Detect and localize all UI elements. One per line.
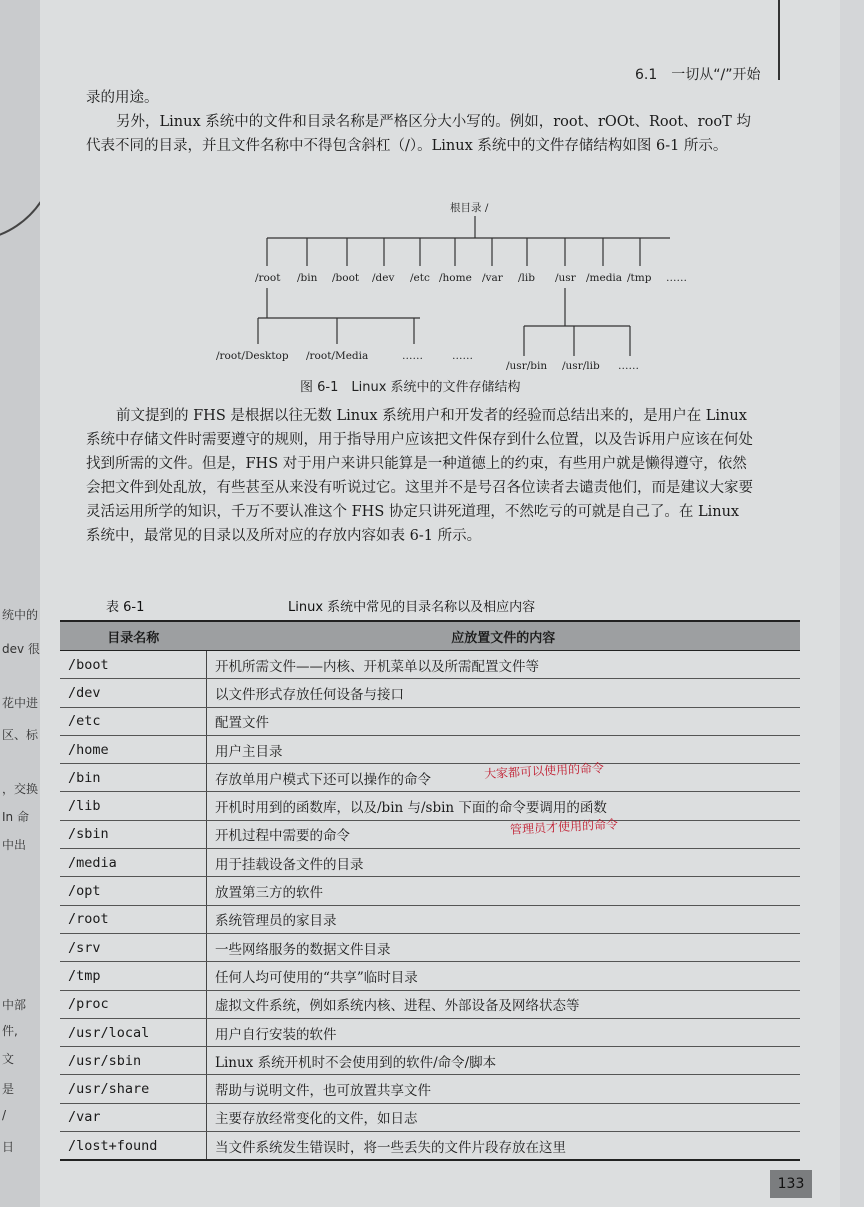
dir-content: 开机所需文件——内核、开机菜单以及所需配置文件等 <box>207 651 801 679</box>
dir-content: Linux 系统开机时不会使用到的软件/命令/脚本 <box>207 1047 801 1075</box>
diagram-node: /etc <box>410 272 430 284</box>
table-row <box>60 1132 800 1161</box>
diagram-node: /tmp <box>627 272 652 284</box>
table-row <box>60 1075 800 1103</box>
diagram-node: /usr/lib <box>562 360 600 372</box>
table-row <box>60 679 800 707</box>
table-row <box>60 877 800 905</box>
dir-name: /media <box>60 849 207 877</box>
left-fragment: dev 很 <box>2 642 40 656</box>
dir-content: 一些网络服务的数据文件目录 <box>207 933 801 961</box>
dir-content: 开机过程中需要的命令 <box>207 820 801 848</box>
diagram-node: /var <box>482 272 503 284</box>
table-row <box>60 735 800 763</box>
table-row <box>60 820 800 848</box>
dir-content: 系统管理员的家目录 <box>207 905 801 933</box>
book-page <box>40 0 840 1207</box>
table-row <box>60 933 800 961</box>
dir-name: /bin <box>60 764 207 792</box>
table-header-row <box>60 621 800 651</box>
paragraph-intro-tail: 录的用途。 <box>86 90 159 106</box>
table-row <box>60 905 800 933</box>
table-header-directory: 目录名称 <box>60 621 207 651</box>
diagram-node: /lib <box>518 272 535 284</box>
dir-content: 放置第三方的软件 <box>207 877 801 905</box>
page-number: 133 <box>770 1170 812 1198</box>
left-fragment: In 命 <box>2 810 29 824</box>
table-row <box>60 707 800 735</box>
table-row <box>60 764 800 792</box>
diagram-node: /usr/bin <box>506 360 548 372</box>
left-fragment: 文 <box>2 1052 15 1066</box>
diagram-root-label: 根目录 / <box>450 202 489 214</box>
table-row <box>60 651 800 679</box>
handwritten-note-sbin: 管理员才使用的命令 <box>509 817 619 837</box>
paragraph-case-sensitivity: 另外，Linux 系统中的文件和目录名称是严格区分大小写的。例如，root、rOOt、Root、rooT 均代表不同的目录，并且文件名称中不得包含斜杠（/）。Linux 系统中的文件存储结构如图 6-1 所示。 <box>86 114 751 154</box>
left-fragment: 中部 <box>2 998 27 1012</box>
left-fragment: 件, <box>2 1024 18 1038</box>
dir-name: /home <box>60 735 207 763</box>
file-structure-diagram <box>170 196 687 406</box>
dir-content: 虚拟文件系统，例如系统内核、进程、外部设备及网络状态等 <box>207 990 801 1018</box>
dir-content: 帮助与说明文件，也可放置共享文件 <box>207 1075 801 1103</box>
dir-name: /lib <box>60 792 207 820</box>
dir-content: 用户自行安装的软件 <box>207 1018 801 1046</box>
dir-content: 主要存放经常变化的文件，如日志 <box>207 1103 801 1131</box>
table-row <box>60 792 800 820</box>
table-header-content: 应放置文件的内容 <box>207 621 801 651</box>
header-rule <box>778 0 780 80</box>
dir-content: 用于挂载设备文件的目录 <box>207 849 801 877</box>
dir-content: 开机时用到的函数库，以及/bin 与/sbin 下面的命令要调用的函数 <box>207 792 801 820</box>
dir-name: /usr/local <box>60 1018 207 1046</box>
directory-table <box>60 620 800 1161</box>
handwritten-note-bin: 大家都可以使用的命令 <box>483 760 605 782</box>
left-fragment: 是 <box>2 1082 15 1096</box>
diagram-lines <box>170 196 670 376</box>
diagram-node: /media <box>586 272 623 284</box>
paragraph-fhs: 前文提到的 FHS 是根据以往无数 Linux 系统用户和开发者的经验而总结出来的，是用户在 Linux 系统中存储文件时需要遵守的规则，用于指导用户应该把文件保存到什么位置，以及告诉用户应该在何处找到所需的文件。但是，FHS 对于用户来讲只能算是一种道德上的约束，有些用户就是懒得遵守，依然会把文件到处乱放，有些甚至从来没有听说过它。这里并不是号召各位读者去谴责他们，而是建议大家要灵活运用所学的知识，千万不要认准这个 FHS 协定只讲死道理，不然吃亏的可就是自己了。在 Linux 系统中，最常见的目录以及所对应的存放内容如表 6-1 所示。 <box>86 408 753 544</box>
dir-name: /var <box>60 1103 207 1131</box>
dir-content: 任何人均可使用的“共享”临时目录 <box>207 962 801 990</box>
table-row <box>60 849 800 877</box>
left-fragment: 中出 <box>2 838 27 852</box>
table-row <box>60 1103 800 1131</box>
section-header: 6.1 一切从“/”开始 <box>635 67 761 83</box>
dir-name: /root <box>60 905 207 933</box>
table-row <box>60 962 800 990</box>
dir-name: /boot <box>60 651 207 679</box>
figure-caption: 图 6-1 Linux 系统中的文件存储结构 <box>300 380 521 395</box>
dir-content: 以文件形式存放任何设备与接口 <box>207 679 801 707</box>
diagram-node: /root/Desktop <box>216 350 289 362</box>
left-fragment: ，交换 <box>2 782 39 796</box>
diagram-node: /dev <box>372 272 395 284</box>
diagram-node: /root/Media <box>306 350 369 362</box>
left-fragment: 统中的 <box>2 608 39 622</box>
left-fragment: 花中进 <box>2 696 39 710</box>
diagram-node: …… <box>452 350 473 362</box>
diagram-node: /usr <box>555 272 576 284</box>
diagram-node: …… <box>666 272 687 284</box>
table-title: Linux 系统中常见的目录名称以及相应内容 <box>288 600 536 615</box>
dir-name: /tmp <box>60 962 207 990</box>
dir-content: 配置文件 <box>207 707 801 735</box>
diagram-node: …… <box>402 350 423 362</box>
table-row <box>60 990 800 1018</box>
dir-name: /etc <box>60 707 207 735</box>
dir-name: /dev <box>60 679 207 707</box>
dir-name: /usr/share <box>60 1075 207 1103</box>
dir-name: /opt <box>60 877 207 905</box>
table-row <box>60 1047 800 1075</box>
left-fragment: 区、标 <box>2 728 39 742</box>
diagram-node: /home <box>439 272 472 284</box>
diagram-node: …… <box>618 360 639 372</box>
dir-name: /srv <box>60 933 207 961</box>
dir-content: 存放单用户模式下还可以操作的命令 <box>207 764 801 792</box>
diagram-node: /root <box>255 272 281 284</box>
table-number: 表 6-1 <box>106 600 145 615</box>
dir-name: /sbin <box>60 820 207 848</box>
dir-name: /usr/sbin <box>60 1047 207 1075</box>
table-row <box>60 1018 800 1046</box>
dir-content: 当文件系统发生错误时，将一些丢失的文件片段存放在这里 <box>207 1132 801 1161</box>
diagram-node: /bin <box>297 272 318 284</box>
left-fragment: / <box>2 1108 7 1122</box>
dir-content: 用户主目录 <box>207 735 801 763</box>
left-fragment: 日 <box>2 1140 15 1154</box>
diagram-node: /boot <box>332 272 360 284</box>
dir-name: /proc <box>60 990 207 1018</box>
dir-name: /lost+found <box>60 1132 207 1161</box>
